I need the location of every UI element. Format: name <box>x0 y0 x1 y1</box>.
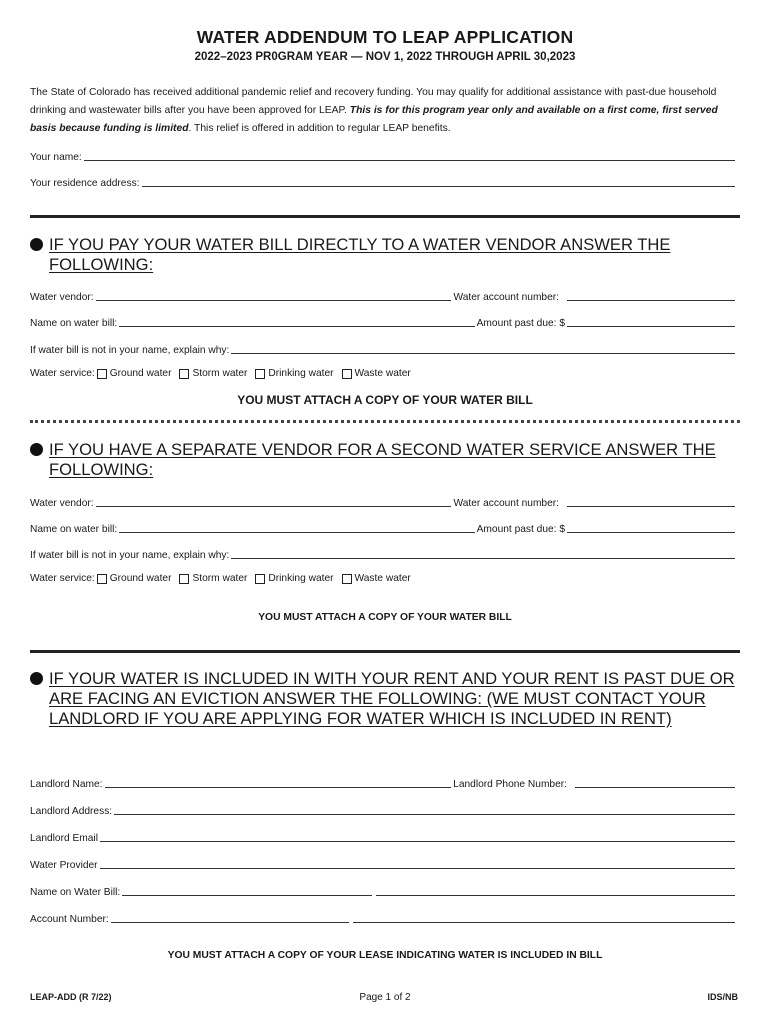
intro-emphasis: This is for this program year only and available on a first come, first served basis because funding is limited <box>30 105 718 134</box>
form-code: IDS/NB <box>707 992 738 1002</box>
landlord-email-row <box>30 830 737 844</box>
landlord-address-label: Landlord Address: <box>30 806 113 817</box>
name-on-water-bill-field[interactable] <box>122 886 372 896</box>
s1-explain-label: If water bill is not in your name, explain why: <box>30 345 230 356</box>
section-divider <box>30 650 740 653</box>
section3-heading-text: IF YOUR WATER IS INCLUDED IN WITH YOUR RENT AND YOUR RENT IS PAST DUE OR ARE FACING AN EVICTION ANSWER THE FOLLOWING: (WE MUST CONTACT YOUR LANDLORD IF YOU ARE APPLYING FOR WATER WHICH IS INCLUDED IN RENT) <box>49 669 735 728</box>
s1-storm-water-checkbox[interactable] <box>179 369 189 379</box>
s1-storm-water-label: Storm water <box>192 368 248 379</box>
s2-waste-water-label: Waste water <box>354 573 411 584</box>
name-on-water-bill-field-2[interactable] <box>376 886 735 896</box>
s2-service-label: Water service: <box>30 573 95 584</box>
name-on-water-bill-row <box>30 884 737 898</box>
landlord-name-label: Landlord Name: <box>30 779 103 790</box>
s1-vendor-field[interactable] <box>96 291 452 301</box>
section3-heading <box>30 669 750 729</box>
dotted-divider <box>30 420 740 423</box>
s2-account-label: Water account number: <box>453 498 559 509</box>
residence-address-field[interactable] <box>142 177 736 187</box>
landlord-phone-field[interactable] <box>575 778 735 788</box>
s1-name-row <box>30 315 737 329</box>
s1-drinking-water-label: Drinking water <box>268 368 334 379</box>
your-name-label: Your name: <box>30 152 82 163</box>
intro-paragraph <box>30 84 740 138</box>
section1-heading-text: IF YOU PAY YOUR WATER BILL DIRECTLY TO A WATER VENDOR ANSWER THE FOLLOWING: <box>49 235 671 274</box>
account-number-row <box>30 911 737 925</box>
section2-heading <box>30 440 750 480</box>
s2-ground-water-checkbox[interactable] <box>97 574 107 584</box>
bullet-icon <box>30 672 43 685</box>
your-name-field[interactable] <box>84 151 735 161</box>
residence-address-label: Your residence address: <box>30 178 140 189</box>
s1-name-label: Name on water bill: <box>30 318 118 329</box>
s2-drinking-water-checkbox[interactable] <box>255 574 265 584</box>
s1-account-field[interactable] <box>567 291 735 301</box>
s2-amount-field[interactable] <box>567 523 735 533</box>
landlord-email-label: Landlord Email <box>30 833 98 844</box>
landlord-email-field[interactable] <box>100 832 735 842</box>
s2-name-row <box>30 521 737 535</box>
section1-heading <box>30 235 750 275</box>
s2-drinking-water-label: Drinking water <box>268 573 334 584</box>
s2-attach-notice: YOU MUST ATTACH A COPY OF YOUR WATER BILL <box>258 612 512 623</box>
form-id: LEAP-ADD (R 7/22) <box>30 992 112 1002</box>
s2-explain-field[interactable] <box>231 549 735 559</box>
s1-water-service-options <box>30 368 411 379</box>
lease-attach-notice: YOU MUST ATTACH A COPY OF YOUR LEASE INDICATING WATER IS INCLUDED IN BILL <box>167 950 603 961</box>
s2-vendor-row <box>30 495 737 509</box>
s2-waste-water-checkbox[interactable] <box>342 574 352 584</box>
s2-water-service-options <box>30 573 411 584</box>
s2-storm-water-label: Storm water <box>192 573 248 584</box>
intro-text-end: . This relief is offered in addition to regular LEAP benefits. <box>188 123 451 134</box>
s2-name-label: Name on water bill: <box>30 524 118 535</box>
name-on-water-bill-label: Name on Water Bill: <box>30 887 121 898</box>
section-divider <box>30 215 740 218</box>
account-number-field-2[interactable] <box>353 913 735 923</box>
s1-ground-water-checkbox[interactable] <box>97 369 107 379</box>
page-title: WATER ADDENDUM TO LEAP APPLICATION <box>196 27 574 47</box>
intro-text: The State of Colorado has received additional pandemic relief and recovery funding. You may qualify for additional assistance with past-due household drinking and wastewater bills after you have been approved for LEAP. <box>30 87 717 116</box>
program-year-subtitle: 2022–2023 PR0GRAM YEAR — NOV 1, 2022 THROUGH APRIL 30,2023 <box>194 51 576 63</box>
s2-storm-water-checkbox[interactable] <box>179 574 189 584</box>
s2-vendor-field[interactable] <box>96 497 452 507</box>
s1-amount-label: Amount past due: $ <box>476 318 565 329</box>
account-number-label: Account Number: <box>30 914 109 925</box>
landlord-address-row <box>30 803 737 817</box>
residence-address-row <box>30 175 737 189</box>
s2-ground-water-label: Ground water <box>109 573 172 584</box>
s1-vendor-label: Water vendor: <box>30 292 94 303</box>
water-provider-label: Water Provider <box>30 860 98 871</box>
s1-account-label: Water account number: <box>453 292 559 303</box>
water-provider-row <box>30 857 737 871</box>
section2-heading-text: IF YOU HAVE A SEPARATE VENDOR FOR A SECOND WATER SERVICE ANSWER THE FOLLOWING: <box>49 440 716 479</box>
bullet-icon <box>30 238 43 251</box>
s2-account-field[interactable] <box>567 497 735 507</box>
s2-amount-label: Amount past due: $ <box>476 524 565 535</box>
s1-vendor-row <box>30 289 737 303</box>
s1-service-label: Water service: <box>30 368 95 379</box>
s1-attach-notice: YOU MUST ATTACH A COPY OF YOUR WATER BILL <box>237 393 533 407</box>
s1-name-field[interactable] <box>119 317 474 327</box>
s1-drinking-water-checkbox[interactable] <box>255 369 265 379</box>
page-number: Page 1 of 2 <box>359 992 411 1003</box>
your-name-row <box>30 149 737 163</box>
bullet-icon <box>30 443 43 456</box>
s1-amount-field[interactable] <box>567 317 735 327</box>
s1-ground-water-label: Ground water <box>109 368 172 379</box>
s1-explain-row <box>30 342 737 356</box>
s1-waste-water-checkbox[interactable] <box>342 369 352 379</box>
s2-vendor-label: Water vendor: <box>30 498 94 509</box>
s1-explain-field[interactable] <box>231 344 735 354</box>
account-number-field[interactable] <box>111 913 349 923</box>
s2-explain-label: If water bill is not in your name, explain why: <box>30 550 230 561</box>
landlord-name-field[interactable] <box>105 778 452 788</box>
landlord-address-field[interactable] <box>114 805 735 815</box>
s2-name-field[interactable] <box>119 523 474 533</box>
water-provider-field[interactable] <box>100 859 735 869</box>
s2-explain-row <box>30 547 737 561</box>
landlord-phone-label: Landlord Phone Number: <box>453 779 567 790</box>
landlord-name-row <box>30 776 737 790</box>
s1-waste-water-label: Waste water <box>354 368 411 379</box>
